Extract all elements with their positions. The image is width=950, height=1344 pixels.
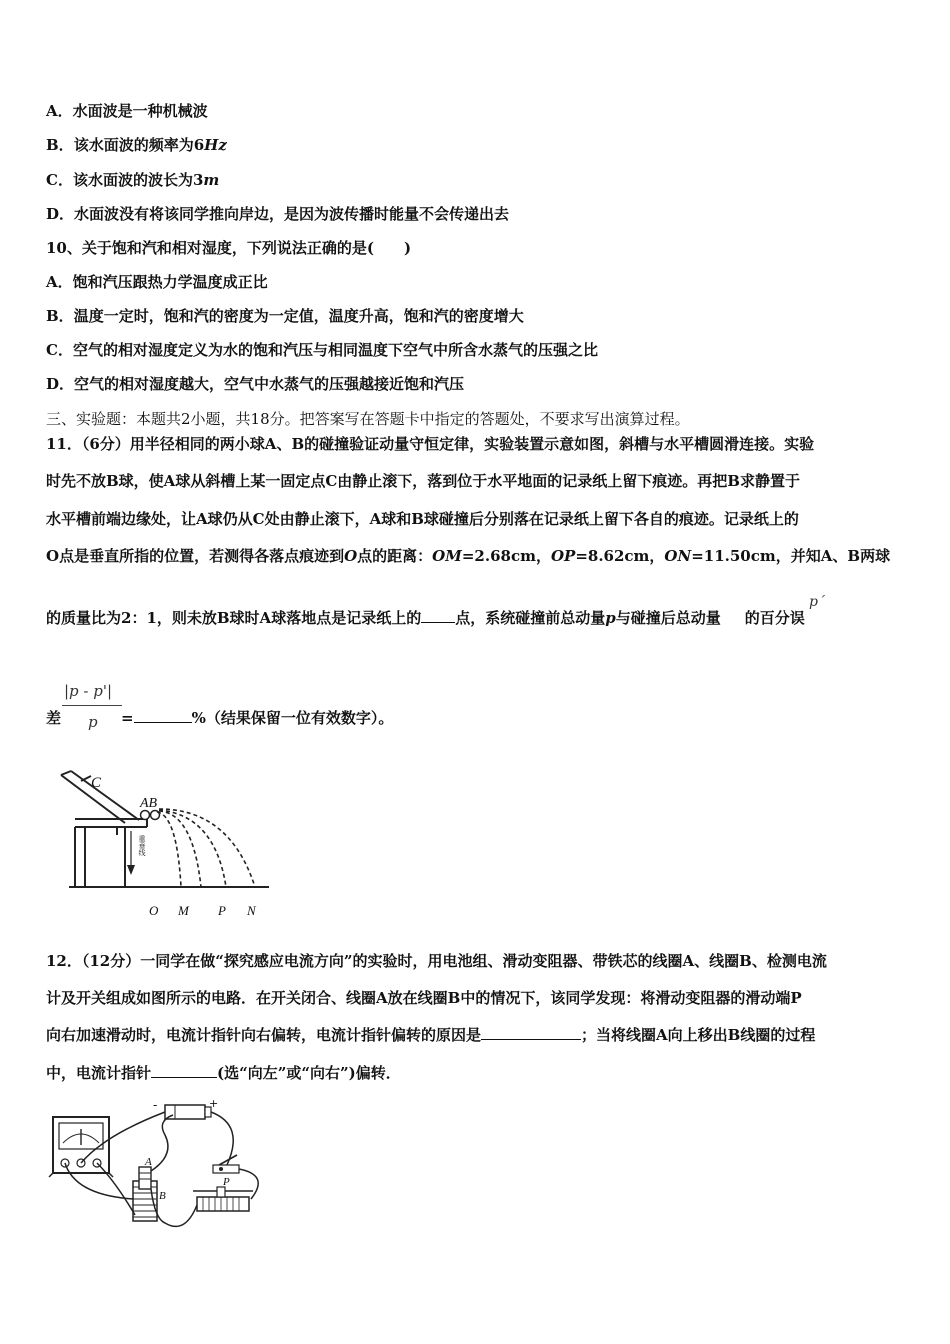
q9-option-a xyxy=(46,100,906,122)
var-op: OP xyxy=(550,547,576,565)
q12-line-2: 计及开关组成如图所示的电路．在开关闭合、线圈A放在线圈B中的情况下，该同学发现：将滑动变阻器的滑动端P xyxy=(46,989,802,1007)
text: 与碰撞后总动量 xyxy=(615,609,721,627)
value-on: =11.50cm， xyxy=(691,547,791,565)
answer-blank[interactable] xyxy=(134,708,192,723)
q9-option-d xyxy=(46,203,906,225)
q12-line-3 xyxy=(46,1024,906,1046)
text: 差 xyxy=(46,709,62,727)
q11-line-1: 11．（6分）用半径相同的两小球A、B的碰撞验证动量守恒定律，实验装置示意如图，斜槽与水平槽圆滑连接。实验 xyxy=(46,435,815,453)
q11-line-2: 时先不放B球，使A球从斜槽上某一固定点C由静止滚下，落到位于水平地面的记录纸上留下痕迹。再把B求静置于 xyxy=(46,472,800,490)
coil-a-icon xyxy=(139,1167,151,1189)
option-label: A． xyxy=(46,273,73,291)
option-label: C． xyxy=(46,341,73,359)
equals-sign: = xyxy=(121,709,134,727)
q12-line-1: 12．（12分）一同学在做“探究感应电流方向”的实验时，用电池组、滑动变阻器、带铁芯的线圈A、线圈B、检测电流 xyxy=(46,952,827,970)
var-on: ON xyxy=(664,547,692,565)
q10-option-a xyxy=(46,271,906,293)
option-label: D． xyxy=(46,375,75,393)
switch-icon xyxy=(213,1155,239,1173)
fraction-denominator: p xyxy=(88,713,98,731)
option-text: 空气的相对湿度越大，空气中水蒸气的压强越接近饱和汽压 xyxy=(74,375,465,393)
option-text: 温度一定时，饱和汽的密度为一定值，温度升高，饱和汽的密度增大 xyxy=(73,307,524,325)
var-om: OM xyxy=(432,547,462,565)
var-p: p xyxy=(605,609,616,627)
battery-icon xyxy=(165,1105,211,1119)
label-plumb-line: 重垂线 xyxy=(138,835,146,856)
option-unit: m xyxy=(203,171,220,189)
option-value: 6 xyxy=(193,136,205,154)
induction-circuit-figure xyxy=(45,1095,275,1240)
text: 的质量比为2：1，则未放B球时A球落地点是记录纸上的 xyxy=(46,609,422,627)
option-label: D． xyxy=(46,205,75,223)
text: ；当将线圈A向上移出B线圈的过程 xyxy=(581,1026,816,1044)
tick-m: M xyxy=(178,903,189,918)
option-value: 3 xyxy=(192,171,204,189)
tick-p: P xyxy=(218,903,226,918)
text: 并知A、B两球 xyxy=(790,547,891,565)
section-heading: 三、实验题：本题共2小题，共18分。把答案写在答题卡中指定的答题处，不要求写出演算过程。 xyxy=(46,410,690,428)
text: O点是垂直所指的位置，若测得各落点痕迹到 xyxy=(46,547,345,565)
q11-line-6 xyxy=(46,707,906,729)
option-label: A． xyxy=(46,102,73,120)
value-om: =2.68cm， xyxy=(461,547,551,565)
answer-blank[interactable] xyxy=(421,608,455,623)
q9-option-c xyxy=(46,169,906,191)
q11-line-3: 水平槽前端边缘处，让A球仍从C处由静止滚下，A球和B球碰撞后分别落在记录纸上留下各自的痕迹。记录纸上的 xyxy=(46,510,799,528)
option-text: 水面波没有将该同学推向岸边，是因为波传播时能量不会传递出去 xyxy=(74,205,510,223)
rheostat-icon xyxy=(193,1187,253,1211)
label-c: C xyxy=(91,775,102,791)
text: %（结果保留一位有效数字）。 xyxy=(191,709,394,727)
fraction-bar xyxy=(62,705,122,706)
tick-n: N xyxy=(247,903,256,918)
q12-line-4 xyxy=(46,1062,906,1084)
var-o: O xyxy=(344,547,358,565)
option-unit: Hz xyxy=(204,136,227,154)
option-label: B． xyxy=(46,136,74,154)
text: 点，系统碰撞前总动量 xyxy=(455,609,606,627)
label-ab: AB xyxy=(140,796,158,811)
option-text: 空气的相对湿度定义为水的饱和汽压与相同温度下空气中所含水蒸气的压强之比 xyxy=(72,341,598,359)
text: 向右加速滑动时，电流计指针向右偏转，电流计指针偏转的原因是 xyxy=(46,1026,482,1044)
q10-option-b xyxy=(46,305,906,327)
answer-blank[interactable] xyxy=(481,1025,581,1040)
q11-line-5 xyxy=(46,607,906,629)
option-text: 水面波是一种机械波 xyxy=(72,102,208,120)
q9-option-b xyxy=(46,134,906,156)
label-coil-a: A xyxy=(145,1156,152,1168)
text: 的百分误 xyxy=(744,609,805,627)
fraction-numerator: |p - p'| xyxy=(64,682,113,700)
p-prime-symbol: p´ xyxy=(809,594,825,610)
option-text: 该水面波的频率为 xyxy=(73,136,194,154)
tick-o: O xyxy=(149,903,159,918)
q10-option-c xyxy=(46,339,906,361)
galvanometer-icon xyxy=(49,1117,113,1177)
answer-blank[interactable] xyxy=(151,1063,217,1078)
q10-stem: 10、关于饱和汽和相对湿度，下列说法正确的是( ) xyxy=(46,239,412,257)
label-coil-b: B xyxy=(159,1190,166,1202)
label-slider-p: P xyxy=(223,1176,230,1188)
text: (选“向左”或“向右”)偏转． xyxy=(217,1064,401,1082)
option-label: B． xyxy=(46,307,74,325)
text: 点的距离： xyxy=(357,547,433,565)
q11-line-4 xyxy=(46,545,906,567)
battery-minus-label: - xyxy=(153,1098,158,1112)
option-label: C． xyxy=(46,171,73,189)
battery-plus-label: + xyxy=(209,1097,219,1110)
option-text: 饱和汽压跟热力学温度成正比 xyxy=(72,273,268,291)
text: 中，电流计指针 xyxy=(46,1064,152,1082)
collision-apparatus-figure xyxy=(55,765,285,920)
q10-option-d xyxy=(46,373,906,395)
value-op: =8.62cm， xyxy=(575,547,665,565)
option-text: 该水面波的波长为 xyxy=(72,171,193,189)
